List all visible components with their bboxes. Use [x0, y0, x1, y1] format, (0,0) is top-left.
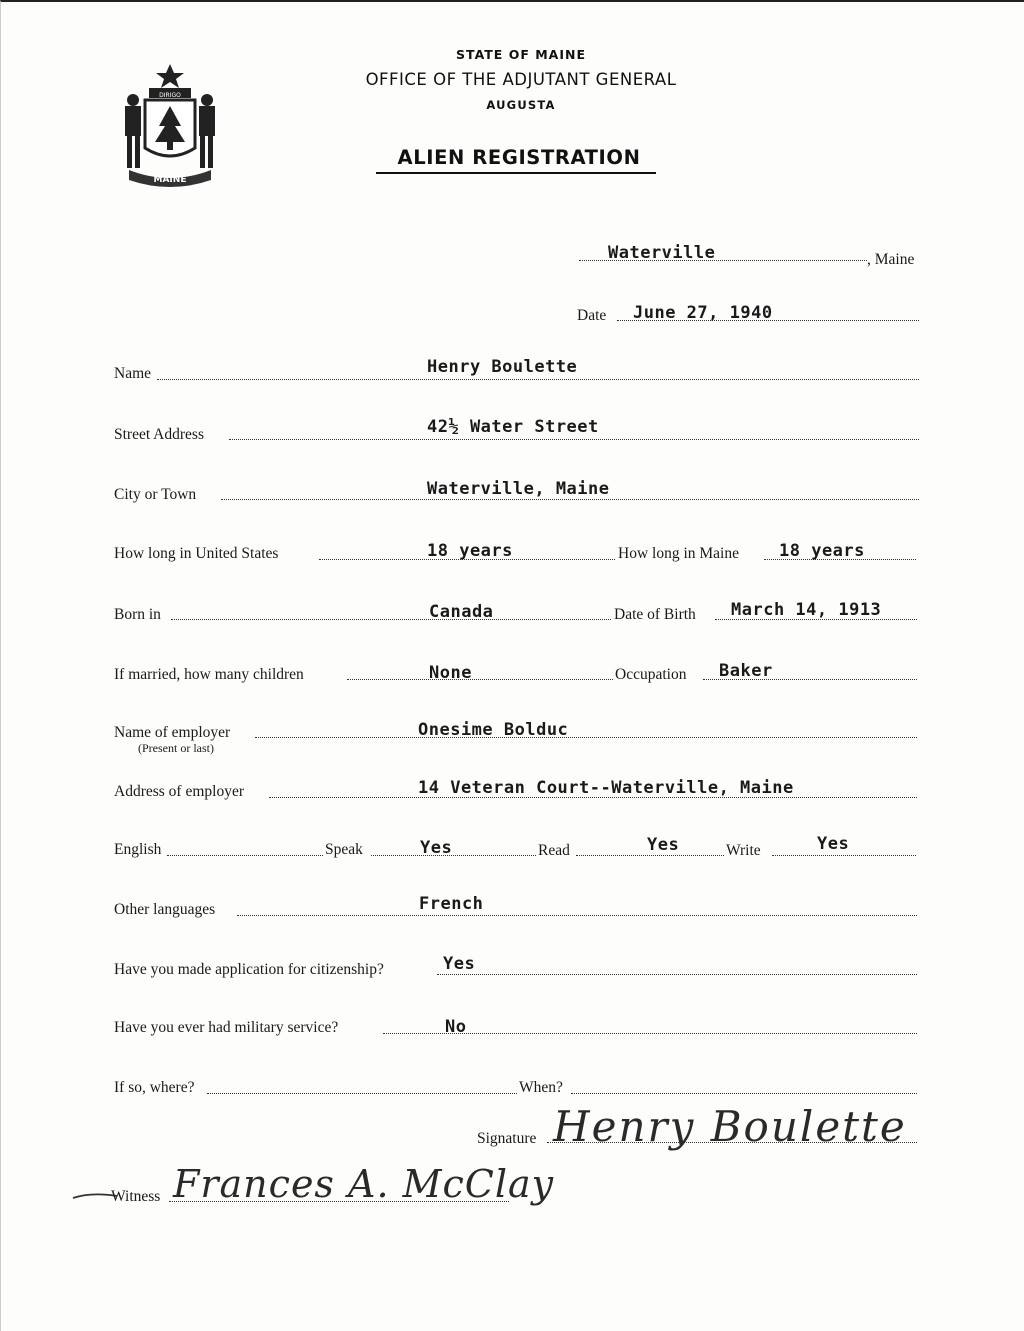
title-underline [376, 172, 656, 174]
citizenship-label: Have you made application for citizenship? [114, 961, 384, 978]
street-line [229, 439, 919, 440]
place-suffix: , Maine [867, 251, 915, 268]
write-line [772, 855, 916, 856]
born-label: Born in [114, 606, 161, 623]
witness-signature: Frances A. McClay [173, 1162, 555, 1206]
other-languages-line [237, 915, 917, 916]
where-label: If so, where? [114, 1079, 195, 1096]
read-line [576, 855, 724, 856]
read-label: Read [538, 842, 570, 859]
street-value: 42½ Water Street [427, 417, 599, 437]
children-label: If married, how many children [114, 666, 304, 683]
signature-label: Signature [477, 1130, 537, 1147]
dob-label: Date of Birth [614, 606, 696, 623]
employer-label: Name of employer [114, 724, 231, 741]
city-heading: AUGUSTA [486, 98, 556, 112]
english-line [167, 855, 323, 856]
children-value: None [429, 663, 472, 683]
employer-value: Onesime Bolduc [418, 720, 569, 740]
us-duration-label: How long in United States [114, 545, 279, 562]
when-label: When? [519, 1079, 563, 1096]
other-languages-value: French [419, 894, 484, 914]
when-line [571, 1093, 917, 1094]
city-value: Waterville, Maine [427, 479, 610, 499]
us-duration-value: 18 years [427, 541, 513, 561]
occupation-label: Occupation [615, 666, 687, 683]
citizenship-line [437, 974, 917, 975]
name-label: Name [114, 365, 152, 382]
read-value: Yes [647, 835, 680, 855]
citizenship-value: Yes [443, 954, 476, 974]
employer-sublabel: (Present or last) [138, 741, 214, 755]
office-heading: OFFICE OF THE ADJUTANT GENERAL [365, 70, 677, 89]
signature-value: Henry Boulette [553, 1102, 907, 1151]
state-heading: STATE OF MAINE [456, 47, 586, 62]
speak-line [371, 855, 536, 856]
employer-address-value: 14 Veteran Court--Waterville, Maine [418, 778, 794, 798]
maine-duration-label: How long in Maine [618, 545, 739, 562]
employer-line [255, 737, 917, 738]
street-label: Street Address [114, 426, 204, 443]
occupation-value: Baker [719, 661, 773, 681]
military-label: Have you ever had military service? [114, 1019, 339, 1036]
children-line [347, 679, 613, 680]
maine-duration-value: 18 years [779, 541, 865, 561]
form-title: ALIEN REGISTRATION [397, 146, 641, 169]
seal-motto: DIRIGO [159, 92, 181, 99]
born-line [171, 619, 611, 620]
witness-label: Witness [111, 1188, 161, 1205]
date-label: Date [577, 307, 607, 324]
speak-value: Yes [420, 838, 453, 858]
place-value: Waterville [608, 243, 716, 263]
other-languages-label: Other languages [114, 901, 216, 918]
english-label: English [114, 841, 162, 858]
date-value: June 27, 1940 [633, 303, 773, 323]
military-value: No [445, 1017, 467, 1037]
name-line [157, 379, 919, 380]
write-label: Write [726, 842, 761, 859]
speak-label: Speak [325, 841, 363, 858]
where-line [207, 1093, 517, 1094]
name-value: Henry Boulette [427, 357, 578, 377]
city-line [221, 499, 919, 500]
employer-address-label: Address of employer [114, 783, 244, 800]
born-value: Canada [429, 602, 494, 622]
write-value: Yes [817, 834, 850, 854]
city-label: City or Town [114, 486, 197, 503]
seal-banner-text: MAINE [153, 175, 187, 185]
dob-value: March 14, 1913 [731, 600, 882, 620]
